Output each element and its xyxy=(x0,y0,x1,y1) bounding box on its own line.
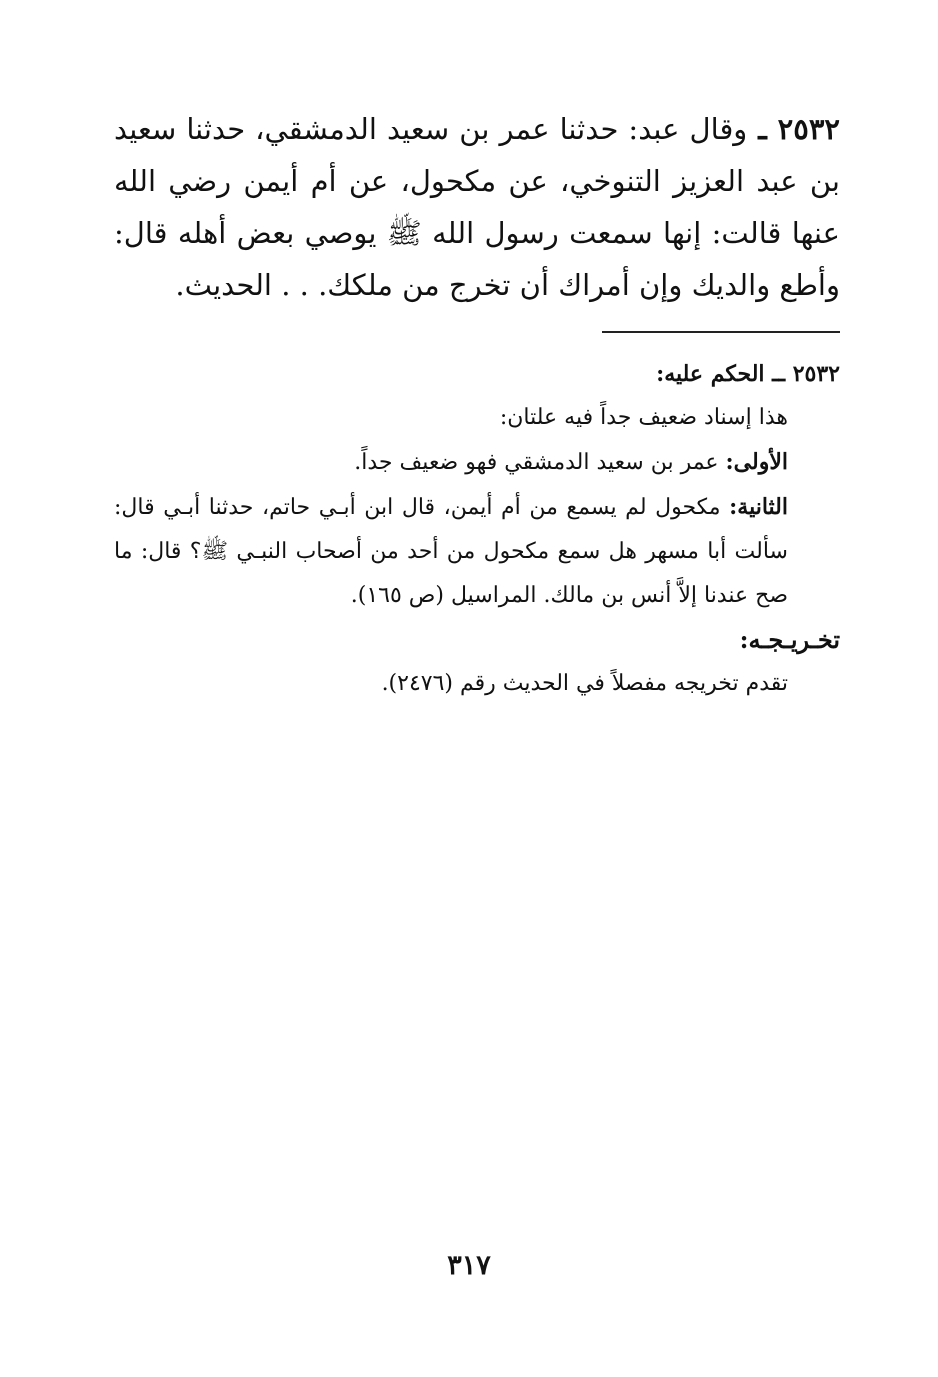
takhrij-heading: تخـريـجـه: xyxy=(739,625,840,654)
first-defect-label: الأولى: xyxy=(725,449,788,475)
takhrij-text: تقدم تخريجه مفصلاً في الحديث رقم (٢٤٧٦). xyxy=(381,671,788,696)
hadith-body: وقال عبد: حدثنا عمر بن سعيد الدمشقي، حدثنا سعيد بن عبد العزيز التنوخي، عن مكحول، عن أم أيمن رضي الله عنها قالت: إنها سمعت رسول الله ﷺ يوصي بعض أهله قال: وأطع والديك وإن أمراك أن تخرج من ملكك. . . الحديث. xyxy=(114,112,840,302)
second-defect-label: الثانية: xyxy=(729,494,788,520)
first-defect xyxy=(114,440,840,485)
commentary-block xyxy=(114,352,840,706)
footnote-divider xyxy=(602,331,840,333)
ruling-heading: ٢٥٣٢ ــ الحكم عليه: xyxy=(656,361,840,387)
hadith-paragraph xyxy=(114,103,840,311)
second-defect-text: مكحول لم يسمع من أم أيمن، قال ابن أبـي حاتم، حدثنا أبـي قال: سألت أبا مسهر هل سمع مكحول من أحد من أصحاب النبـي ﷺ؟ قال: ما صح عندنا إلاَّ أنس بن مالك. المراسيل (ص ١٦٥). xyxy=(114,495,788,608)
hadith-dash: ـ xyxy=(747,112,778,146)
ruling-intro: هذا إسناد ضعيف جداً فيه علتان: xyxy=(499,405,788,430)
hadith-text-block xyxy=(114,103,840,311)
second-defect xyxy=(114,485,840,618)
hadith-number: ٢٥٣٢ xyxy=(777,112,840,146)
first-defect-text: عمر بن سعيد الدمشقي فهو ضعيف جداً. xyxy=(354,450,726,475)
page-number: ٣١٧ xyxy=(447,1250,491,1281)
